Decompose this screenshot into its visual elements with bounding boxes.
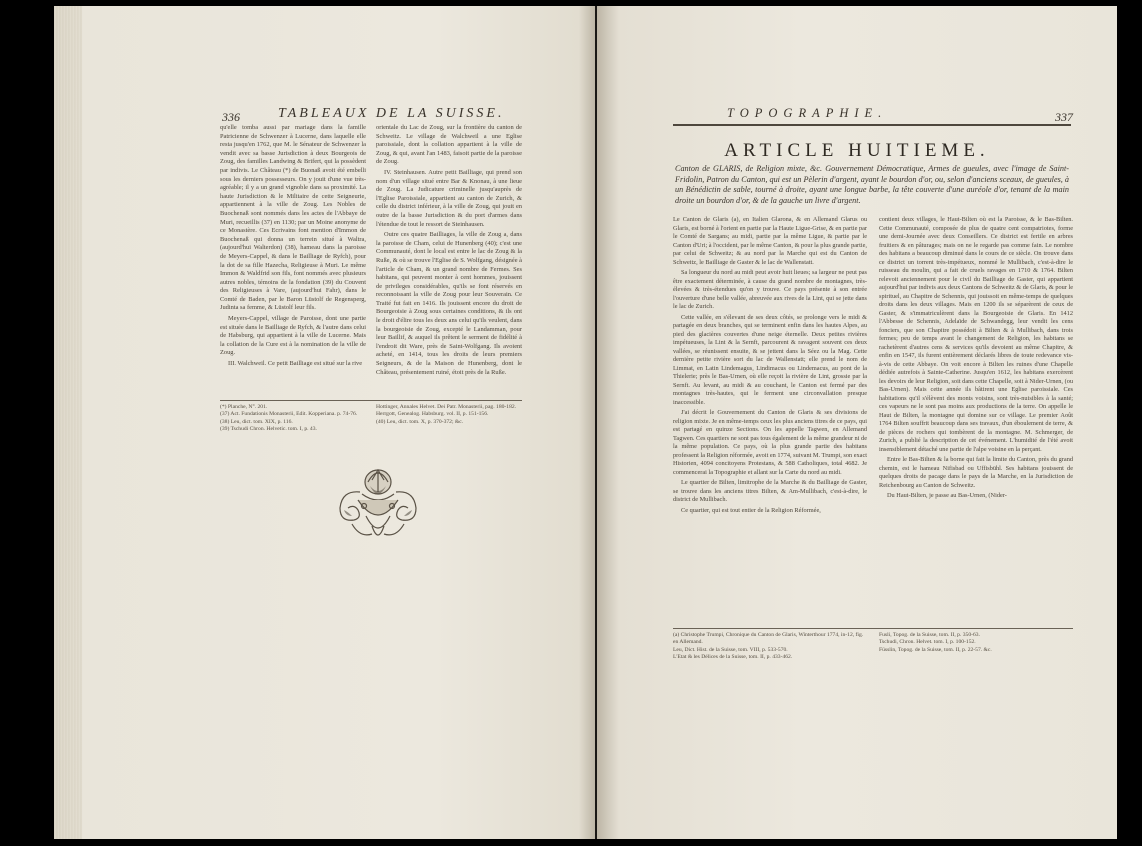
footnotes-right-col2 [879, 632, 1073, 654]
footnote: Hottinger, Annales Helvet. Dei Patr. Monasterii, pag. 180-182. [376, 404, 517, 410]
footnote: (37) Act. Fundationis Monasterii, Edit. Kopperiana. p. 74-76. [220, 411, 358, 418]
paragraph: orientale du Lac de Zoug, sur la frontière du canton de Schweitz. Le village de Walchweil a une Eglise paroissiale, dont la collation appartient à la ville de Zoug, & qui, avant l'an 1483, faisoit partie de la paroisse de Zoug. [376, 124, 522, 166]
book-spread [54, 6, 1117, 839]
paragraph: Outre ces quatre Bailliages, la ville de Zoug a, dans la paroisse de Cham, celui de Hunenberg (40); c'est une Communauté, dont le local est entre le lac de Zoug & la Ruße, & où se trouve l'Eglise de S. Wolfgang, désignée à l'article de Cham, & un grand nombre de Fermes. Ses habitans, qui peuvent monter à cent hommes, jouissent de privileges considérables, qu'ils se font réservés en reconnoissant la ville de Zoug pour leur Souverain. Ce Traité fut fait en 1416. Ils jouissent encore du droit de Bourgeoisie à Zoug sous certaines conditions, & ils ont le droit d'élire tous les deux ans celui qu'ils veulent, dans la bourgeoisie de Zoug, excepté le Landamman, pour leur Baillif, & auquel ils prêtent le serment de fidélité à l'endroit dit Ware, près de Saint-Wolfgang. Ils avoient acheté, en 1414, tous les droits de leurs premiers Seigneurs, & de la Maison de Hunenberg, dont le Château, présentement ruiné, étoit près de la Ruße. [376, 231, 522, 376]
cul-de-lampe-ornament [332, 460, 424, 546]
footnote: Tschudi, Chron. Helvet. tom. I, p. 100-152. [879, 639, 976, 646]
page-number-right: 337 [1055, 110, 1073, 124]
paragraph: Cette vallée, en s'élevant de ses deux côtés, se prolonge vers le midi & partagée en deux branches, qui se terminent enfin dans les hautes Alpes, au pied des glacières couvertes d'une neige éternelle. Deux petites rivières impétueuses, la Lint & la Sernft, parcourent & ravagent souvent ces deux vallées, se réunissent ensuite, & se jettent dans la Séez ou la Mag. Cette dernière petite rivière sort du lac de Wallenstatt; elle prend le nom de Limmat, en Latin Lindemagus, Lindimacus ou Lindemacus, au pont de la Thielerie; près le Bas-Urnen, où elle reçoit la rivière de Lint, grossie par la Sernft. Au levant, au midi & au couchant, le Canton est fermé par des montagnes très-hautes, qui le ferment une circonvallation presque inaccessible. [673, 313, 867, 406]
running-head-left: TABLEAUX DE LA SUISSE. [278, 106, 505, 121]
paragraph: Sa longueur du nord au midi peut avoir huit lieues; sa largeur ne peut pas être exactement déterminée, à cause du grand nombre de montagnes, très-élevées & très-étendues qu'on y trouve. Ce pays présente à son entrée l'ouverture d'une belle vallée, abreuvée aux rives de la Lint, qui se jette dans le lac de Zurich. [673, 269, 867, 310]
running-head-right: TOPOGRAPHIE. [727, 106, 888, 120]
right-page [597, 6, 1117, 839]
paragraph: Le Canton de Glaris (a), en Italien Glarona, & en Allemand Glarus ou Glaris, est borné à l'orient en partie par la Haute Ligue-Grise, & en partie par le Comté de Sargans; au midi, partie par la même Ligue, & partie par le Canton d'Uri; à l'occident, par le même Canton, & pour la plus grande partie, par celui de Schweitz; & au nord par la Marche qui est du Canton de Schweitz, le Bailliage de Gaster & le lac de Wallenstatt. [673, 216, 867, 266]
left-column-2 [376, 124, 522, 379]
footnote: (*) Planche, N°. 201. [220, 404, 268, 410]
paragraph: IV. Steinhausen. Autre petit Bailliage, qui prend son nom d'un village situé entre Bar & Knonau, à une lieue de Zoug. La Judicature criminelle jusqu'auprès de l'Eglise Paroissiale, appartient au canton de Zurich, & celle du district inférieur, à la ville de Zoug, qui jouit en outre de la basse Jurisdiction & du port d'armes dans l'étendue de tout le ressort de Steinhausen. [376, 168, 522, 228]
paragraph: Entre le Bas-Bilten & la borne qui fait la limite du Canton, près du grand chemin, est le hameau Nifisbad ou Uffisbühl. Ses habitans jouissent de quelques droits de pacage dans le pays de la Marche, en la Jurisdiction de Reichenbourg au Canton de Schweitz. [879, 456, 1073, 489]
paragraph: Le quartier de Bilten, limitrophe de la Marche & du Bailliage de Gaster, se trouve dans les anciens titres Bilten, & Am-Mullibach, c'est-à-dire, le district de Mullibach. [673, 479, 867, 503]
paragraph: contient deux villages, le Haut-Bilten où est la Paroisse, & le Bas-Bilten. Cette Communauté, composée de plus de quatre cent compatriotes, forme une demi-Journée avec deux Conseillers. Ce district est fertile en arbres fruitiers & en pâturages; mais on ne le regarde pas comme fain. Le nombre des habitans a beaucoup diminué dans le cours de ce siècle. On trouve dans ce district un torrent très-impétueux, nommé le Mullibach, c'est-à-dire le ruisseau du moulin, qui a fait de cruels ravages en 1710 & 1764. Bilten relevoit anciennement pour le civil du Bailliage de Gaster, qui appartient aujourd'hui par indivis aux deux Cantons de Schweitz & de Glaris, & pour le spirituel, au Chapitre de Schennis, qui jouissoit en même-temps de quelques droits dans les deux villages. Mais en 1200 ils se séparèrent de ceux de Gaster, & s'immatriculèrent dans la Bourgeoisie de Glaris. En 1412 l'Abbesse de Schennis, Adelaïde de Schwandegg, leur vendit les cens fonciers, que son Chapitre possédoit à Bilten & à Mullibach, dans trois fermes; peu de temps avant le changement de Religion, les habitans se rachetèrent d'autres cens & services qu'ils devoient au même Chapitre, & enfin en 1547, ils furent entièrement déclarés libres de toute redevance vis-à-vis de cette Abbaye. On voit encore à Bilten les ruines d'une Chapelle dédiée autrefois à Sainte-Catherine. Jusqu'en 1612, les habitans exercèrent les devoirs de leur Religion, soit dans cette Chapelle, soit à Nider-Urnen, (ou Bas-Urnen). Mais cette année ils bâtirent une Eglise paroissiale. Ces habitations qu'il s'élèvent des monts voisins, sont très-nuisibles à la santé; ces vapeurs ne le sont pas moins aux productions de la terre. On appelle le Haut de Bilten, la montagne qui domine sur ce village. Le premier Août 1764 Bilten souffrit beaucoup dans ses travaux, d'un éboulement de terre, & de pièces de rochers qui tombèrent de la montagne. M. Schmerger, de Zurich, a publié la description de cet événement. L'humidité de l'été avoit insensiblement détaché une partie de l'alpe voisine en la perçant. [879, 216, 1073, 453]
paragraph: Ce quartier, qui est tout entier de la Religion Réformée, [681, 506, 821, 514]
paragraph: III. Walchweil. Ce petit Bailliage est situé sur la rive [228, 360, 363, 368]
article-subtitle: Canton de GLARIS, de Religion mixte, &c. Gouvernement Démocratique, Armes de gueules, avec l'image de Saint-Fridolin, Patron du Canton, qui est un Pèlerin d'argent, ayant le bourdon d'or, ou, selon d'anciens sceaux, de gueules, à un Bénédictin de sable, tourné à droite, ayant une longue barbe, la tête couverte d'une auréole d'or, tenant de la main droite un bourdon d'or, & de la gauche un livre d'argent. [675, 164, 1069, 205]
footnote-rule [220, 400, 522, 401]
article-title: ARTICLE HUITIEME. [724, 140, 990, 161]
head-rule [673, 124, 1071, 126]
footnote: (a) Christophe Trumpi, Chronique du Canton de Glaris, Winterthour 1774, in-12, fig. en Allemand. [673, 632, 864, 646]
left-column-1 [220, 124, 366, 371]
footnotes-right-col1 [673, 632, 867, 662]
paragraph: J'ai décrit le Gouvernement du Canton de Glaris & ses divisions de religion mixte. Je en même-temps ceux les plus anciens titres de ce pays, qui est partagé en quinze Sections. On les appelle Tagwen, en Allemand Tagwen. Ces quartiers ne sont pas tous également de la même grandeur ni de la même population. Ce pays, où la plus grande partie des habitans professent la Religion réformée, avoit en 1774, suivant M. Trumpi, son exact Historien, 4094 concitoyens Protestans, & 588 Catholiques, total 4682. Je commencerai la Topographie et allant sur la Carte du nord au midi. [673, 409, 867, 476]
paragraph: Meyers-Cappel, village de Paroisse, dont une partie est située dans le Bailliage de Ryfch, & l'autre dans celui de Habsburg, qui appartient à la ville de Lucerne. Mais la collation de la Cure est à la nomination de la ville de Zoug. [220, 315, 366, 357]
right-column-1 [673, 216, 867, 517]
left-page [54, 6, 595, 839]
paragraph: Du Haut-Bilten, je passe au Bas-Urnen, (Nider- [887, 492, 1007, 499]
footnotes-left-col1 [220, 404, 366, 434]
page-number-left: 336 [222, 110, 240, 124]
right-column-2 [879, 216, 1073, 503]
footnote: L'Etat & les Délices de la Suisse, tom. II, p. 433-462. [673, 654, 793, 661]
footnotes-left-col2 [376, 404, 522, 426]
footnote: Herrgott, Genealog. Habsburg. vol. II, p. 151-156. [376, 411, 489, 418]
paragraph: qu'elle tomba aussi par mariage dans la famille Patricienne de Schwenzer à Lucerne, dans laquelle elle resta jusqu'en 1762, que M. le Sénateur de Schwenzer la vendit avec sa basse Jurisdiction à deux Bourgeois de Zoug, des familles Landwing & Brifert, qui la possèdent par indivis. Le Château (*) de Buonaß avoit été embelli sous les derniers possesseurs. On y jouit d'une vue très-agréable; il y a un grand vignoble dans sa proximité. La haute Jurisdiction & le Militaire de cette Seigneurie, appartiennent à la ville de Zoug. Les Nobles de Buochenaß sont nommés dans les actes de l'Abbaye de Muri, recueillis (37) en 1130; par un Moine anonyme de ce Monastère. Ces Ecrivains font mention d'Immon de Buochenaß qui donna un terrein situé à Waltra, (aujourd'hui Walterdon) (38), hameau dans la paroisse de Meyers-Cappel, & dans le Bailliage de Ryfch), pour la dot de sa fille Hazecha, Religieuse à Muri. Le même Immon & Waldfrid son fils, font nommés avec plusieurs autres nobles, témoins de la fondation (39) du Couvent des Religieuses à Vare, (aujourd'hui Fahr), dans le Comté de Baden, par le Baron Lüstolf de Regensperg, Judinta sa femme, & Lüstolf leur fils. [220, 124, 366, 312]
footnote: (39) Tschudi Chron. Helvetic. tom. I, p. 43. [220, 426, 317, 433]
page-edges [54, 6, 82, 839]
footnote: Füsslin, Topog. de la Suisse, tom. II, p. 22-57. &c. [879, 646, 992, 653]
footnote: Fusli, Topog. de la Suisse, tom. II, p. 350-63. [879, 632, 980, 638]
footnote: (40) Leu, dict. tom. X, p. 370-372; &c. [376, 418, 464, 425]
footnote: (38) Leu, dict. tom. XIX, p. 116. [220, 418, 293, 425]
footnote-rule [673, 628, 1073, 629]
footnote: Leu, Dict. Hist. de la Suisse, tom. VIII, p. 533-570. [673, 646, 788, 653]
